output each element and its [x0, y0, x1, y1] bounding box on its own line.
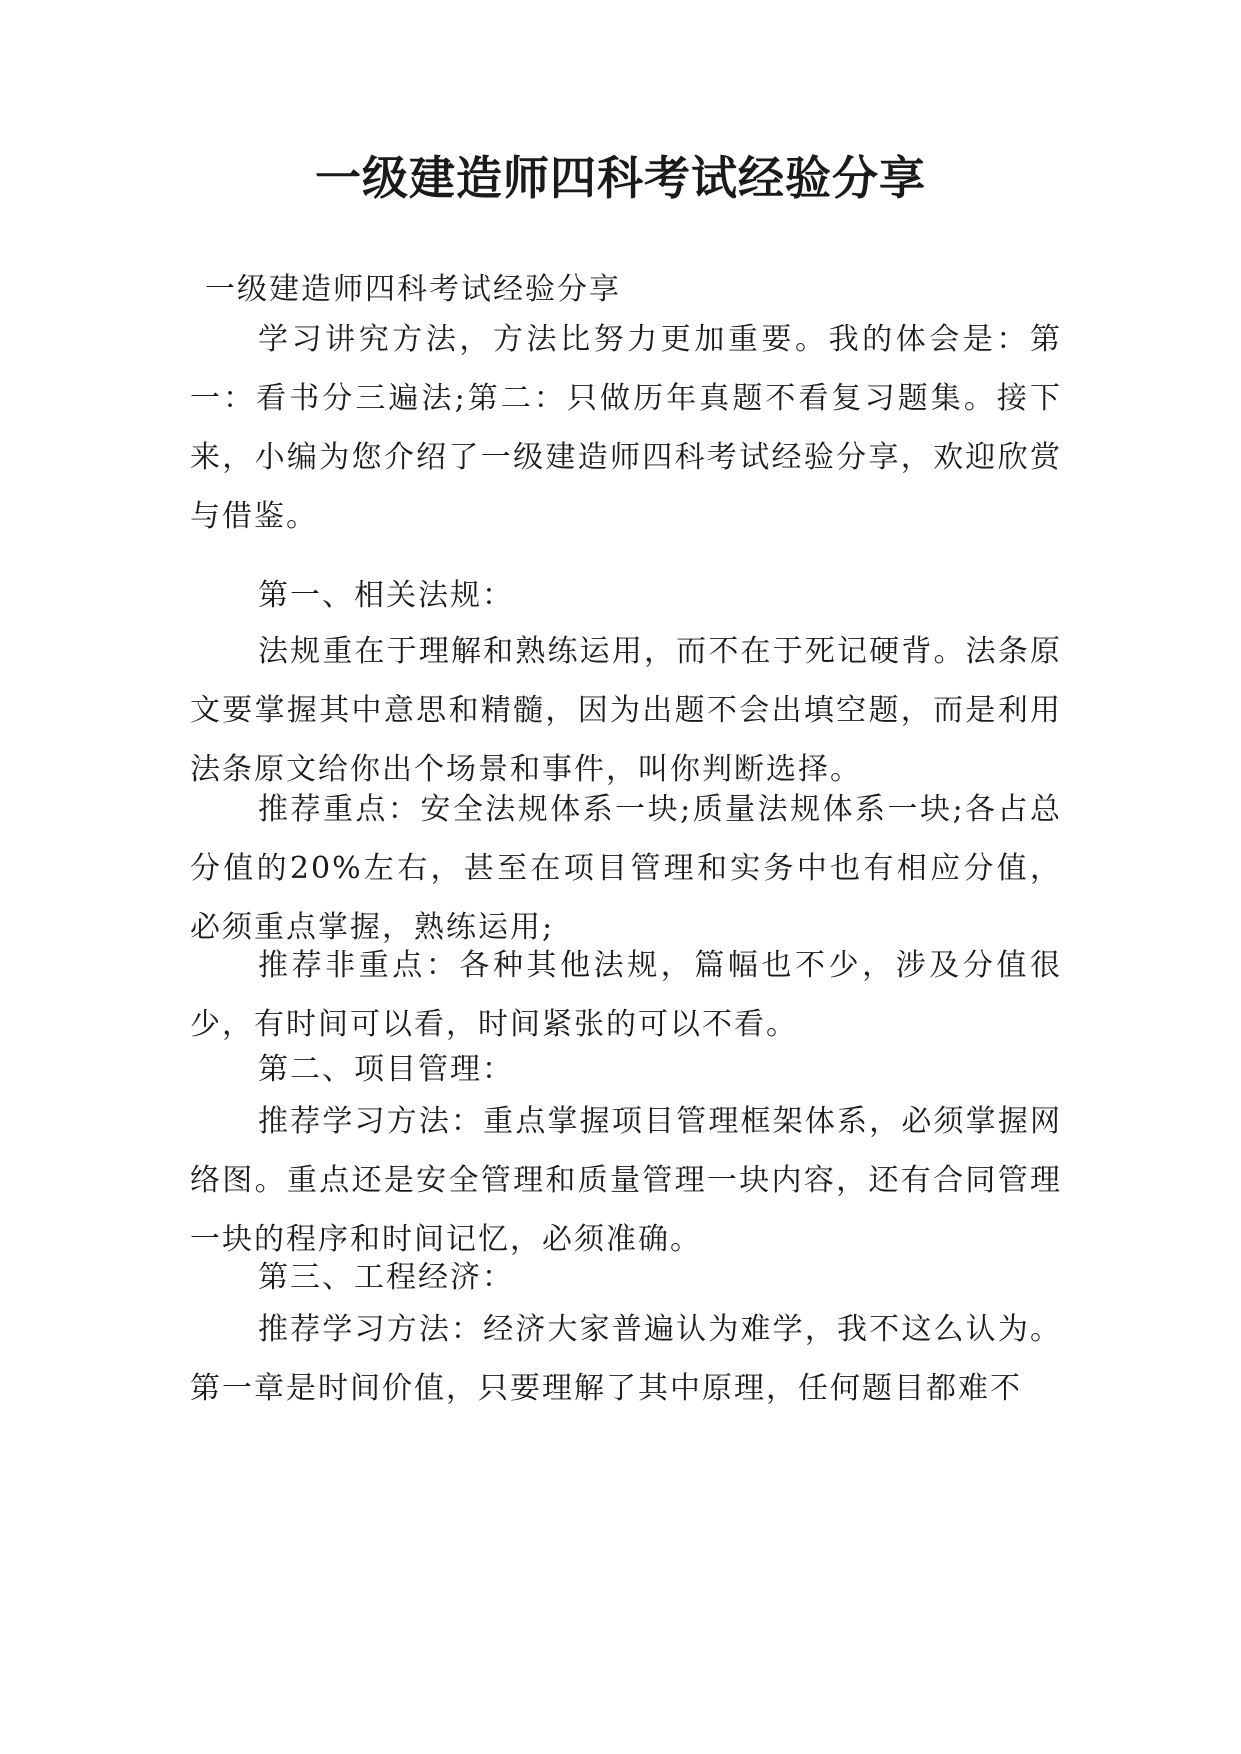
section-1-paragraph-2: 推荐重点：安全法规体系一块;质量法规体系一块;各占总分值的20%左右，甚至在项目管理和实务中也有相应分值，必须重点掌握，熟练运用; [190, 792, 1062, 945]
section-3-paragraph-1: 推荐学习方法：经济大家普遍认为难学，我不这么认为。第一章是时间价值，只要理解了其中原理，任何题目都难不 [190, 1312, 1062, 1406]
section-2-paragraph-1: 推荐学习方法：重点掌握项目管理框架体系，必须掌握网络图。重点还是安全管理和质量管理一块内容，还有合同管理一块的程序和时间记忆，必须准确。 [190, 1104, 1062, 1257]
section-1-paragraph-1: 法规重在于理解和熟练运用，而不在于死记硬背。法条原文要掌握其中意思和精髓，因为出题不会出填空题，而是利用法条原文给你出个场景和事件，叫你判断选择。 [190, 634, 1062, 787]
section-1-paragraph-3: 推荐非重点：各种其他法规，篇幅也不少，涉及分值很少，有时间可以看，时间紧张的可以不看。 [190, 948, 1062, 1042]
document-subtitle: 一级建造师四科考试经验分享 [205, 272, 621, 307]
section-2-heading: 第二、项目管理： [258, 1052, 514, 1087]
section-1-heading: 第一、相关法规： [258, 578, 514, 613]
section-3-heading: 第三、工程经济： [258, 1260, 514, 1295]
intro-paragraph: 学习讲究方法，方法比努力更加重要。我的体会是：第一：看书分三遍法;第二：只做历年真题不看复习题集。接下来，小编为您介绍了一级建造师四科考试经验分享，欢迎欣赏与借鉴。 [190, 322, 1062, 534]
document-title: 一级建造师四科考试经验分享 [315, 151, 926, 205]
